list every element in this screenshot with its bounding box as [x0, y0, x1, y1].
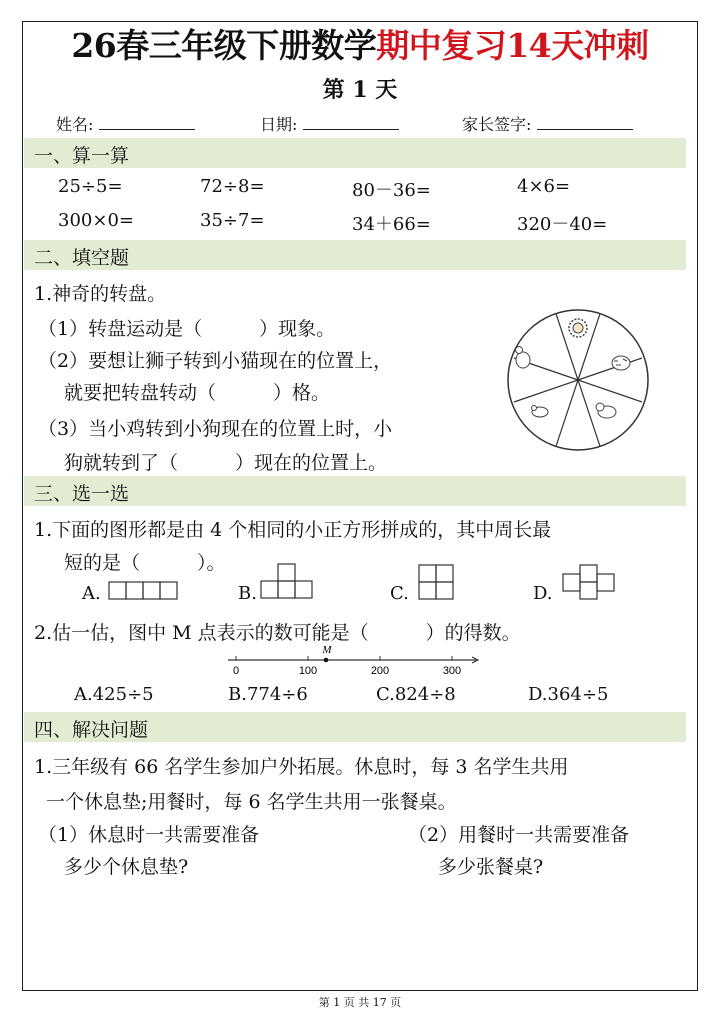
signature-blank[interactable]: [537, 115, 633, 130]
point-m: [324, 658, 329, 663]
question-text: 2.估一估，图中 M 点表示的数可能是（ ）的得数。: [34, 622, 521, 644]
question-text: （2）要想让狮子转到小猫现在的位置上，: [38, 350, 393, 372]
tiger-icon: [612, 356, 630, 370]
option-d-label[interactable]: D.: [533, 583, 553, 604]
number-line-tick-label: 100: [298, 665, 318, 677]
option-c-label[interactable]: C.: [390, 583, 409, 604]
number-line: [222, 640, 484, 680]
calc-item: 25÷5=: [58, 176, 123, 197]
section-heading: 一、算一算: [34, 145, 130, 167]
calc-item: 34＋66=: [352, 214, 431, 235]
question-text: 1.下面的图形都是由 4 个相同的小正方形拼成的，其中周长最: [34, 519, 552, 541]
calc-item: 72÷8=: [200, 176, 265, 197]
option-d-text[interactable]: D.364÷5: [528, 684, 609, 705]
section-heading-band: [24, 476, 686, 506]
option-b-label[interactable]: B.: [238, 583, 257, 604]
calc-item: 80－36=: [352, 180, 431, 201]
section-heading: 三、选一选: [34, 483, 130, 505]
calc-item: 35÷7=: [200, 210, 265, 231]
question-text: （1）转盘运动是（ ）现象。: [38, 318, 336, 340]
page-footer: 第 1 页 共 17 页: [318, 996, 402, 1009]
subquestion-1-cont: 多少个休息垫?: [64, 856, 189, 878]
subquestion-2: （2）用餐时一共需要准备: [408, 824, 630, 846]
section-heading: 二、填空题: [34, 247, 130, 269]
subquestion-2-cont: 多少张餐桌?: [438, 856, 544, 878]
subquestion-1: （1）休息时一共需要准备: [38, 824, 260, 846]
question-text: 1.三年级有 66 名学生参加户外拓展。休息时，每 3 名学生共用: [34, 756, 569, 778]
section-heading: 四、解决问题: [34, 719, 149, 741]
section-heading-band: [24, 138, 686, 168]
turntable-wheel: [506, 308, 650, 452]
parent-signature-field: 家长签字:: [462, 112, 633, 135]
shape-a-figure: [108, 581, 180, 601]
calc-item: 320－40=: [517, 214, 608, 235]
section-heading-band: [24, 712, 686, 742]
number-line-tick-label: 200: [370, 665, 390, 677]
question-title: 1.神奇的转盘。: [34, 283, 167, 305]
name-blank[interactable]: [99, 115, 195, 130]
question-text: （3）当小鸡转到小狗现在的位置上时，小: [38, 418, 393, 440]
option-c-text[interactable]: C.824÷8: [376, 684, 456, 705]
day-label: 第 1 天: [322, 77, 398, 103]
question-text: 就要把转盘转动（ ）格。: [64, 382, 331, 404]
question-text: 一个休息垫;用餐时，每 6 名学生共用一张餐桌。: [46, 791, 457, 813]
option-a-text[interactable]: A.425÷5: [74, 684, 154, 705]
date-field: 日期:: [260, 112, 399, 135]
calc-item: 300×0=: [58, 210, 134, 231]
number-line-tick-label: 300: [442, 665, 462, 677]
option-b-text[interactable]: B.774÷6: [228, 684, 308, 705]
shape-d-figure: [562, 564, 620, 604]
question-text: 狗就转到了（ ）现在的位置上。: [64, 452, 388, 474]
option-a-label[interactable]: A.: [82, 583, 101, 604]
page-title: 26春三年级下册数学期中复习14天冲刺: [71, 26, 649, 65]
section-heading-band: [24, 240, 686, 270]
number-line-tick-label: 0: [232, 665, 240, 677]
date-blank[interactable]: [303, 115, 399, 130]
shape-c-figure: [418, 564, 456, 602]
point-m-label: M: [322, 644, 332, 656]
calc-item: 4×6=: [517, 176, 571, 197]
name-field: 姓名:: [56, 112, 195, 135]
shape-b-figure: [260, 563, 316, 601]
question-text: 短的是（ ）。: [64, 552, 226, 574]
